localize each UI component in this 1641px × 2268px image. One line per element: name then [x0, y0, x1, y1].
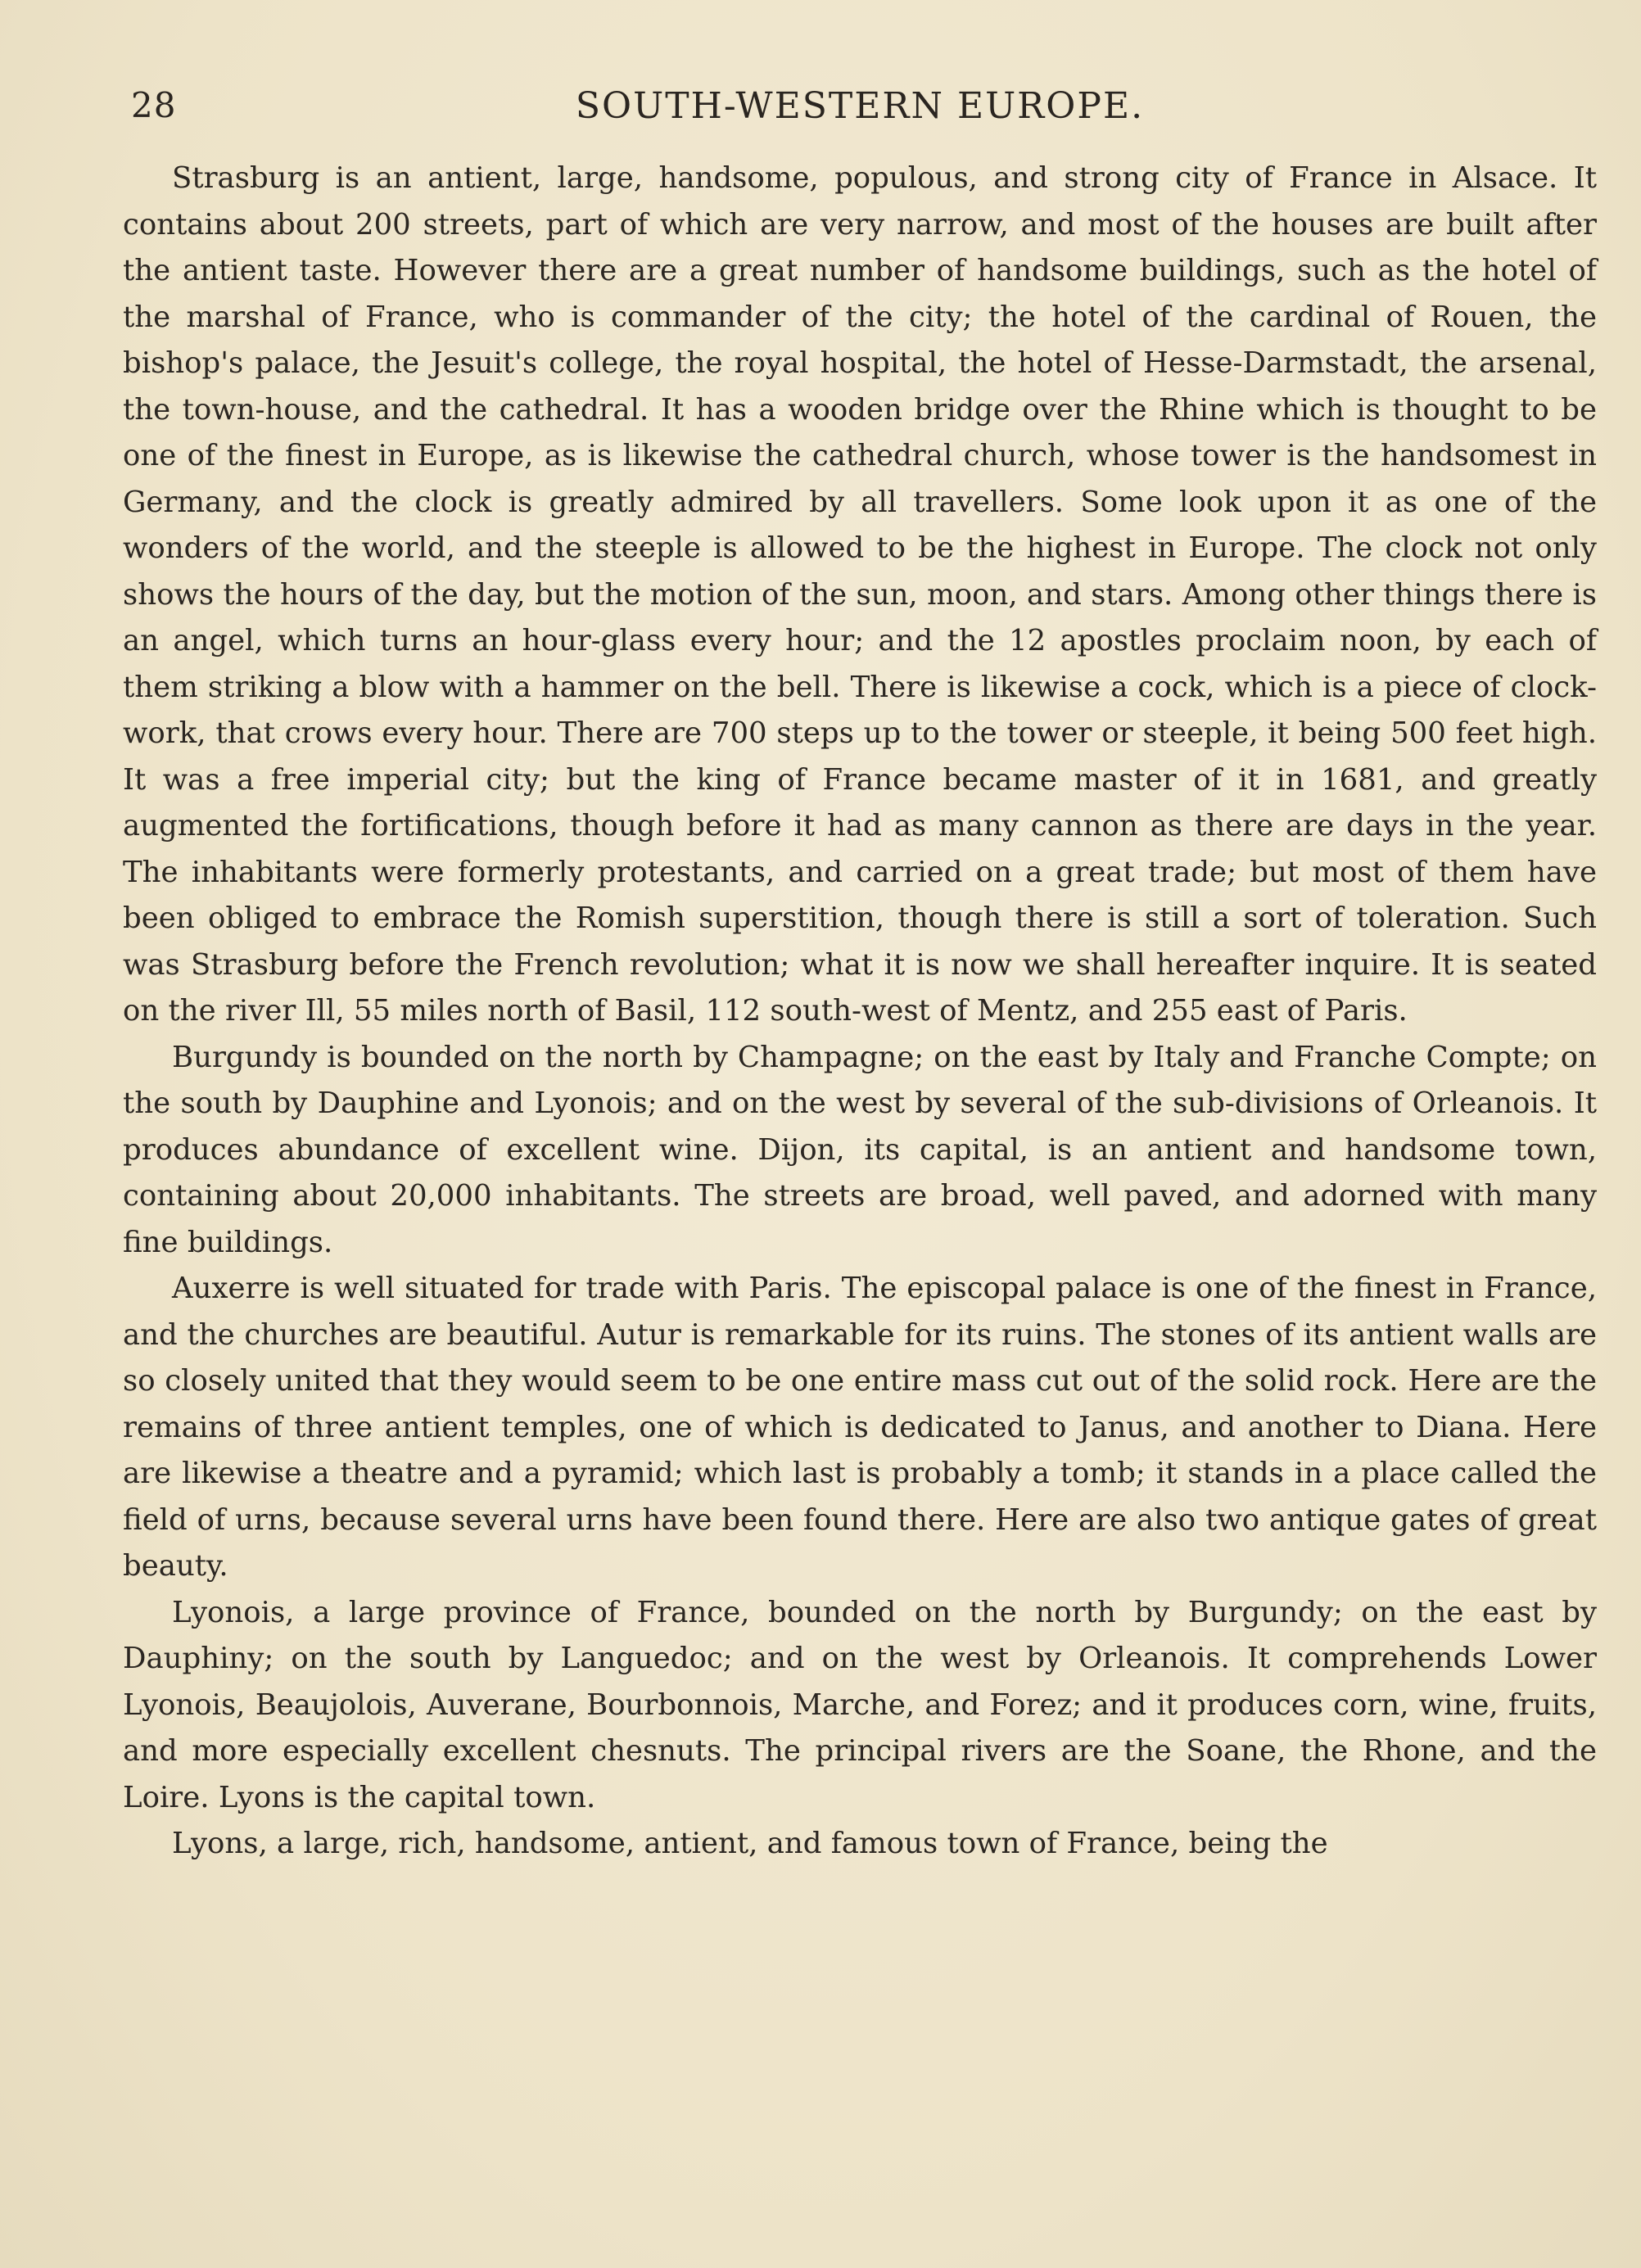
- page-number: 28: [131, 85, 177, 125]
- paragraph-lyons: Lyons, a large, rich, handsome, antient, and famous town of France, being the: [172, 1827, 1328, 1860]
- paragraph-strasburg: Strasburg is an antient, large, handsome, populous, and strong city of France in Alsace. It contains about 200 streets, part of which are very narrow, and most of the houses are built after the antient taste. However there are a great number of handsome buildings, such as the hotel of the marshal of France, who is commander of the city; the hotel of the cardinal of Rouen, the bishop's palace, the Jesuit's college, the royal hospital, the hotel of Hesse-Darmstadt, the arsenal, the town-house, and the cathedral. It has a wooden bridge over the Rhine which is thought to be one of the finest in Europe, as is likewise the cathedral church, whose tower is the handsomest in Germany, and the clock is greatly admired by all travellers. Some look upon it as one of the wonders of the world, and the steeple is allowed to be the highest in Europe. The clock not only shows the hours of the day, but the motion of the sun, moon, and stars. Among other things there is an angel, which turns an hour-glass every hour; and the 12 apostles proclaim noon, by each of them striking a blow with a hammer on the bell. There is likewise a cock, which is a piece of clock-work, that crows every hour. There are 700 steps up to the tower or steeple, it being 500 feet high. It was a free imperial city; but the king of France became master of it in 1681, and greatly augmented the fortifications, though before it had as many cannon as there are days in the year. The inhabitants were formerly protestants, and carried on a great trade; but most of them have been obliged to embrace the Romish superstition, though there is still a sort of toleration. Such was Strasburg before the French revolution; what it is now we shall hereafter inquire. It is seated on the river Ill, 55 miles north of Basil, 112 south-west of Mentz, and 255 east of Paris.: [123, 161, 1597, 1028]
- paragraph-burgundy: Burgundy is bounded on the north by Champagne; on the east by Italy and Franche Compte; on the south by Dauphine and Lyonois; and on the west by several of the sub-divisions of Orleanois. It produces abundance of excellent wine. Dijon, its capital, is an antient and handsome town, containing about 20,000 inhabitants. The streets are broad, well paved, and adorned with many fine buildings.: [123, 1040, 1597, 1259]
- paragraph-auxerre: Auxerre is well situated for trade with Paris. The episcopal palace is one of the finest in France, and the churches are beautiful. Autur is remarkable for its ruins. The stones of its antient walls are so closely united that they would seem to be one entire mass cut out of the solid rock. Here are the remains of three antient temples, one of which is dedicated to Janus, and another to Diana. Here are likewise a theatre and a pyramid; which last is probably a tomb; it stands in a place called the field of urns, because several urns have been found there. Here are also two antique gates of great beauty.: [123, 1272, 1597, 1583]
- paragraph-lyonois: Lyonois, a large province of France, bounded on the north by Burgundy; on the east by Dauphiny; on the south by Languedoc; and on the west by Orleanois. It comprehends Lower Lyonois, Beaujolois, Auverane, Bourbonnois, Marche, and Forez; and it produces corn, wine, fruits, and more especially excellent chesnuts. The principal rivers are the Soane, the Rhone, and the Loire. Lyons is the capital town.: [123, 1595, 1597, 1814]
- running-head: SOUTH-WESTERN EUROPE.: [575, 85, 1145, 127]
- page-header: [123, 85, 1597, 142]
- body-text: [123, 156, 1597, 1868]
